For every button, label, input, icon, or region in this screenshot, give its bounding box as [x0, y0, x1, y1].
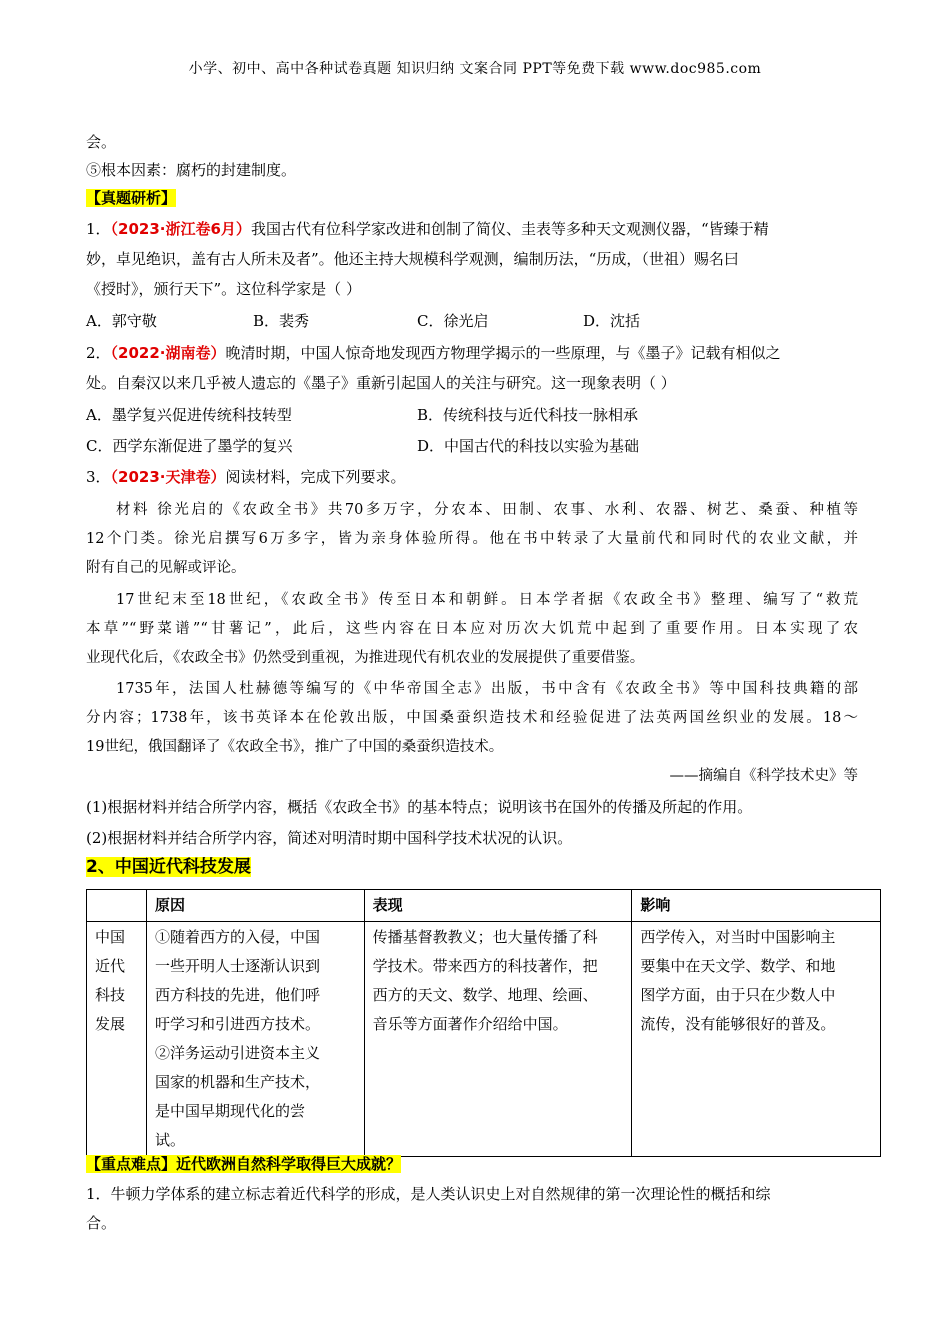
row-label-line: 中国	[95, 928, 126, 946]
table-header-cell: 影响	[632, 890, 881, 922]
material-line: 附有自己的见解或评论。	[86, 560, 246, 576]
option-c[interactable]: C．徐光启	[417, 312, 489, 330]
key-point-heading	[86, 1153, 876, 1175]
material-line: 12个门类。徐光启撰写6万多字，皆为亲身体验所得。他在书中转录了大量前代和同时代的农业文献，并	[86, 531, 858, 547]
cell-line: 学技术。带来西方的科技著作，把	[372, 957, 598, 975]
row-label-cell	[87, 922, 147, 1157]
question-source: （2023·天津卷）	[110, 468, 226, 486]
question-source: （2023·浙江卷6月）	[110, 220, 251, 238]
row-label-line: 科技	[95, 986, 126, 1004]
cell-line: 西方的天文、数学、地理、绘画、	[372, 986, 598, 1004]
material-line: 19世纪，俄国翻译了《农政全书》，推广了中国的桑蚕织造技术。	[86, 739, 504, 755]
key-point-text: 合。	[86, 1214, 117, 1232]
question-2	[86, 342, 876, 364]
material-line: 本草”“野菜谱”“甘薯记”，此后，这些内容在日本应对历次大饥荒中起到了重要作用。日本实现了农	[86, 621, 858, 637]
cell-line: 一些开明人士逐渐认识到	[154, 957, 320, 975]
material-line: 业现代化后，《农政全书》仍然受到重视，为推进现代有机农业的发展提供了重要借鉴。	[86, 650, 645, 666]
question-text: 晚清时期，中国人惊奇地发现西方物理学揭示的一些原理，与《墨子》记载有相似之	[225, 344, 781, 362]
cell-line: 西方科技的先进，他们呼	[154, 986, 320, 1004]
row-label-line: 发展	[95, 1015, 126, 1033]
cell-line: 音乐等方面著作介绍给中国。	[372, 1015, 568, 1033]
row-label-line: 近代	[95, 957, 126, 975]
option-d[interactable]: D．中国古代的科技以实验为基础	[417, 437, 640, 455]
material-line: 分内容；1738年，该书英译本在伦敦出版，中国桑蚕织造技术和经验促进了法英两国丝织业的发展。18～	[86, 710, 858, 726]
table-header-row	[87, 890, 881, 922]
performance-cell	[364, 922, 632, 1157]
research-heading	[86, 187, 876, 209]
question-text: 处。自秦汉以来几乎被人遗忘的《墨子》重新引起国人的关注与研究。这一现象表明（ ）	[86, 374, 676, 392]
option-c[interactable]: C．西学东渐促进了墨学的复兴	[86, 437, 293, 455]
cell-line: 是中国早期现代化的尝	[154, 1102, 305, 1120]
impact-cell	[632, 922, 881, 1157]
cell-line: ①随着西方的入侵，中国	[154, 928, 320, 946]
option-b[interactable]: B．传统科技与近代科技一脉相承	[417, 406, 639, 424]
question-text: 我国古代有位科学家改进和创制了简仪、圭表等多种天文观测仪器，“皆臻于精	[250, 220, 769, 238]
key-point-title: 【重点难点】近代欧洲自然科学取得巨大成就？	[86, 1155, 402, 1173]
intro-line: 会。	[86, 133, 117, 151]
material-line: 材料 徐光启的《农政全书》共70多万字，分农本、田制、农事、水利、农器、树艺、桑蚕、种植等	[116, 502, 858, 518]
question-text: 《授时》，颁行天下”。这位科学家是（ ）	[86, 280, 361, 298]
cause-cell	[146, 922, 364, 1157]
question-number: 1．	[86, 220, 111, 238]
table-header-cell	[87, 890, 147, 922]
material-line: 1735年，法国人杜赫德等编写的《中华帝国全志》出版，书中含有《农政全书》等中国科技典籍的部	[116, 681, 858, 697]
key-point-text: 1．牛顿力学体系的建立标志着近代科学的形成，是人类认识史上对自然规律的第一次理论性的概括和综	[86, 1185, 771, 1203]
cell-line: 传播基督教教义；也大量传播了科	[372, 928, 598, 946]
table-header-cell: 原因	[146, 890, 364, 922]
cell-line: ②洋务运动引进资本主义	[154, 1044, 320, 1062]
section-title: 2、中国近代科技发展	[86, 857, 251, 877]
cell-line: 西学传入，对当时中国影响主	[640, 928, 836, 946]
cell-line: 流传，没有能够很好的普及。	[640, 1015, 836, 1033]
section-heading	[86, 856, 876, 878]
table-header-cell: 表现	[364, 890, 632, 922]
research-title: 【真题研析】	[86, 189, 177, 207]
cell-line: 要集中在天文学、数学、和地	[640, 957, 836, 975]
cell-line: 吁学习和引进西方技术。	[154, 1015, 320, 1033]
question-text: 阅读材料，完成下列要求。	[225, 468, 406, 486]
option-a[interactable]: A．墨学复兴促进传统科技转型	[86, 406, 292, 424]
question-source: （2022·湖南卷）	[110, 344, 226, 362]
cell-line: 国家的机器和生产技术，	[154, 1073, 320, 1091]
intro-line: ⑤根本因素：腐朽的封建制度。	[86, 161, 297, 179]
question-number: 3．	[86, 468, 111, 486]
cell-line: 图学方面，由于只在少数人中	[640, 986, 836, 1004]
comparison-table	[86, 889, 881, 1157]
material-line: 17世纪末至18世纪，《农政全书》传至日本和朝鲜。日本学者据《农政全书》整理、编写了“救荒	[116, 592, 858, 608]
question-1	[86, 218, 876, 240]
question-number: 2．	[86, 344, 111, 362]
question-3	[86, 466, 876, 488]
option-d[interactable]: D．沈括	[583, 312, 641, 330]
cell-line: 试。	[154, 1131, 185, 1149]
citation: ——摘编自《科学技术史》等	[669, 768, 858, 784]
table-row	[87, 922, 881, 1157]
requirement-2: (2)根据材料并结合所学内容，简述对明清时期中国科学技术状况的认识。	[86, 829, 573, 847]
requirement-1: (1)根据材料并结合所学内容，概括《农政全书》的基本特点；说明该书在国外的传播及所起的作用。	[86, 798, 753, 816]
question-text: 妙，卓见绝识，盖有古人所未及者”。他还主持大规模科学观测，编制历法，“历成，（世祖）赐名曰	[86, 250, 739, 268]
option-b[interactable]: B．裴秀	[253, 312, 310, 330]
page-header: 小学、初中、高中各种试卷真题 知识归纳 文案合同 PPT等免费下载 www.doc985.com	[188, 61, 762, 77]
option-a[interactable]: A．郭守敬	[86, 312, 157, 330]
